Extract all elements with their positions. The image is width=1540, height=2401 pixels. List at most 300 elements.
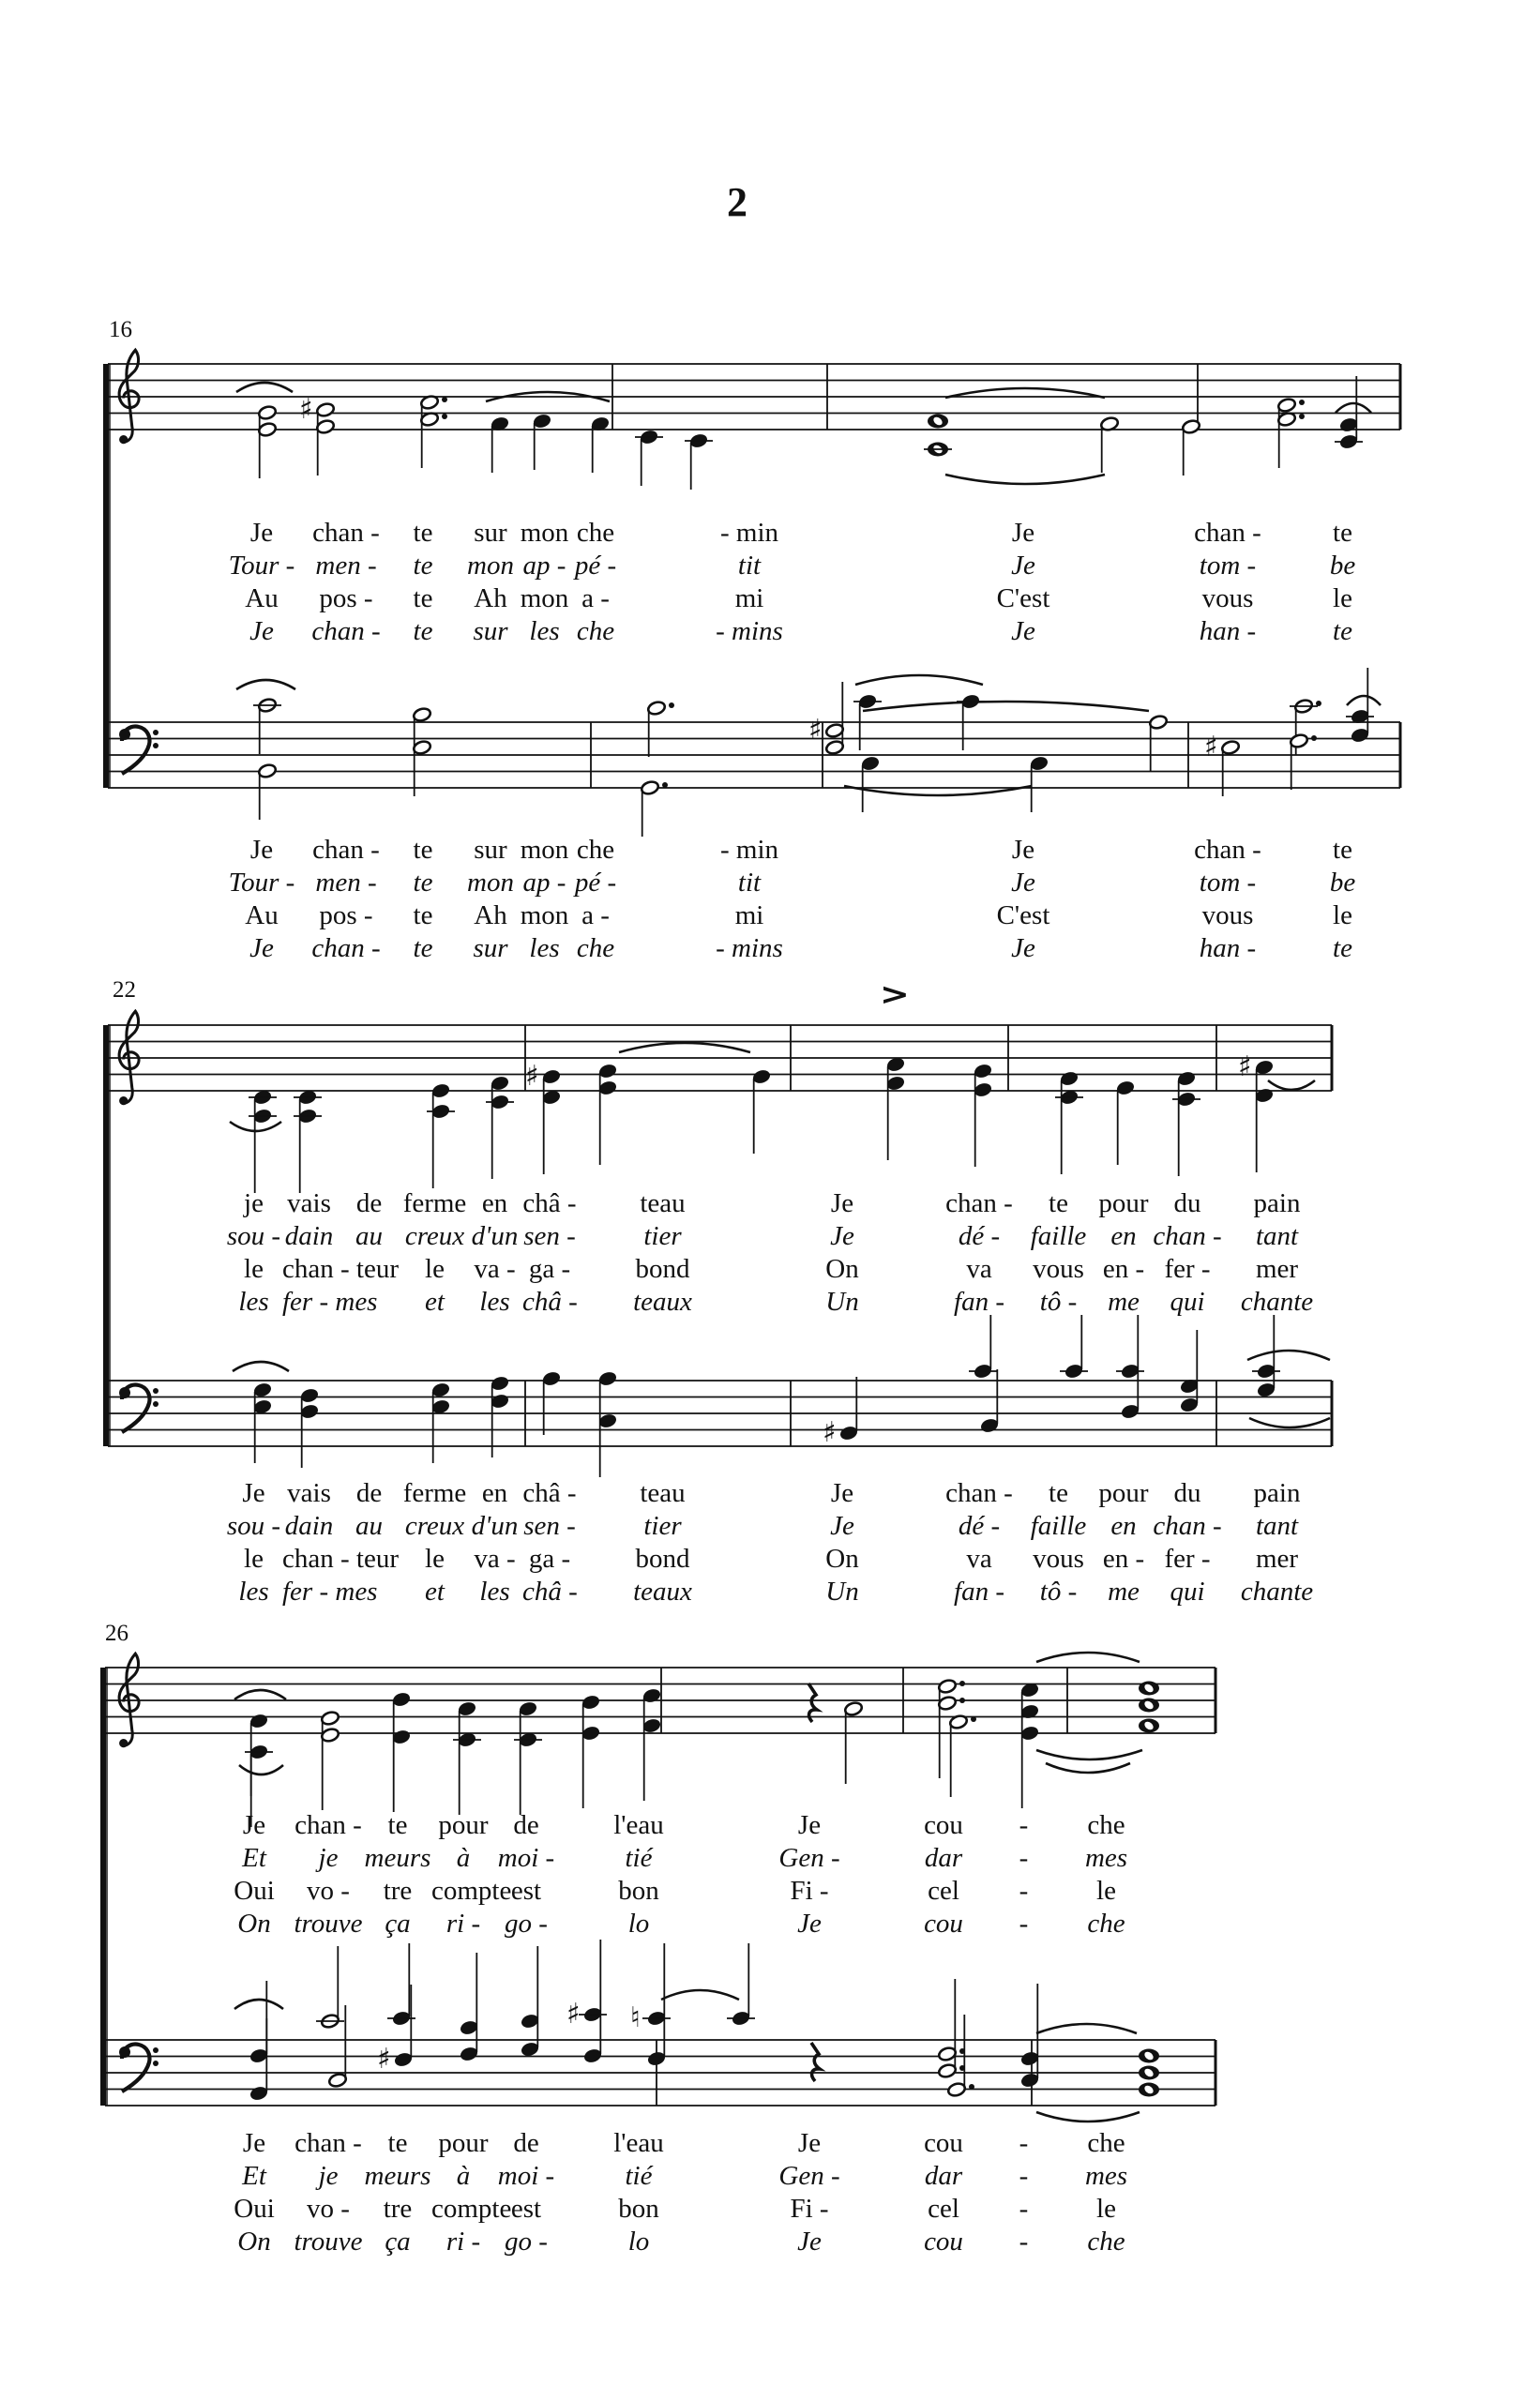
lyric-syllable: Tour - [228,551,295,581]
lyric-line [216,1809,1154,1842]
lyric-syllable: sou - [226,1511,281,1541]
lyric-syllable: les [529,933,560,963]
lyric-syllable: te [1049,1188,1068,1218]
lyric-syllable: ça [385,2227,411,2257]
lyric-syllable: Je [830,1188,854,1218]
lyric-syllable: chan - teur [282,1544,399,1574]
lyric-syllable: le [244,1254,264,1284]
lyric-line [216,867,1399,899]
lyric-line [216,582,1399,615]
lyric-syllable: mer [1255,1544,1299,1574]
lyric-syllable: châ - [522,1188,577,1218]
lyric-syllable: compte [431,2194,512,2224]
lyric-syllable: meurs [364,2161,431,2191]
lyric-syllable: vous [1201,583,1254,613]
lyric-line [216,550,1399,582]
lyric-syllable: moi - [497,2161,555,2191]
lyric-syllable: Un [825,1577,859,1607]
lyric-syllable: en [481,1478,508,1508]
lyric-syllable: cel [928,2194,959,2224]
lyric-syllable: vous [1201,900,1254,930]
lyric-line [216,517,1399,550]
lyric-syllable: vous [1033,1254,1084,1284]
lyric-syllable: faille [1030,1511,1087,1541]
lyric-line [216,1842,1154,1875]
lyric-syllable: tô - [1039,1287,1078,1317]
lyric-syllable: - min [719,835,779,865]
lyric-syllable: dé - [958,1511,1001,1541]
lyric-syllable: a - [581,900,610,930]
lyric-syllable: sur [473,933,508,963]
accent-mark: > [880,976,910,1012]
lyric-line [225,1543,1332,1576]
lyric-syllable: Je [249,616,274,646]
lyric-syllable: Je [1011,933,1035,963]
lyric-syllable: chan - [311,933,381,963]
lyric-syllable: cou [924,1810,963,1840]
lyric-syllable: en [1110,1511,1137,1541]
measure-number-22: 22 [113,977,136,1003]
lyric-syllable: ap - [522,551,566,581]
lyric-syllable: qui [1170,1287,1205,1317]
lyric-syllable: va - [474,1254,516,1284]
lyric-syllable: chan - [311,616,381,646]
lyric-syllable: lo [627,2227,650,2257]
lyric-syllable: C'est [996,900,1050,930]
lyric-syllable: Je [797,1909,822,1939]
lyric-syllable: et [425,1577,445,1607]
lyric-line [225,1286,1332,1319]
lyric-syllable: ça [385,1909,411,1939]
svg-text:♯: ♯ [299,393,313,426]
svg-text:♮: ♮ [630,2001,641,2034]
lyric-syllable: pour [438,1810,489,1840]
lyrics-system1-treble [216,517,1399,648]
lyric-syllable: te [1333,933,1352,963]
lyric-syllable: Je [1011,518,1035,548]
lyric-syllable: mes [1084,1843,1128,1873]
lyric-syllable: d'un [471,1511,519,1541]
lyric-syllable: en - [1102,1544,1145,1574]
lyric-syllable: de [355,1478,383,1508]
lyric-syllable: Ah [474,900,507,930]
lyric-line [216,899,1399,932]
page-number: 2 [727,179,748,225]
lyric-syllable: tit [737,551,762,581]
lyric-syllable: te [1049,1478,1068,1508]
lyric-line [216,1908,1154,1940]
lyric-syllable: chan - [294,2128,362,2158]
lyric-syllable: fer - [1164,1544,1211,1574]
lyric-syllable: Je [830,1478,854,1508]
lyric-syllable: chan - [1194,835,1261,865]
lyric-syllable: vais [287,1478,331,1508]
svg-text:♯: ♯ [1238,1050,1252,1083]
lyric-syllable: bond [635,1544,690,1574]
lyric-syllable: mon [520,518,569,548]
lyric-syllable: ga - [528,1544,571,1574]
lyric-syllable: men - [315,551,377,581]
lyric-syllable: l'eau [613,1810,664,1840]
lyric-syllable: - mins [716,933,783,963]
lyric-syllable: - [1019,1843,1029,1873]
lyric-syllable: teau [640,1188,686,1218]
lyric-syllable: pour [1098,1478,1149,1508]
lyric-syllable: sou - [226,1221,281,1251]
lyric-syllable: che [1087,1810,1125,1840]
lyric-syllable: faille [1030,1221,1087,1251]
lyric-line [225,1220,1332,1253]
lyric-syllable: le [425,1254,445,1284]
lyric-syllable: je [318,1843,339,1873]
lyric-syllable: châ - [522,1478,577,1508]
lyric-line [216,1875,1154,1908]
lyric-syllable: chante [1240,1287,1314,1317]
lyric-line [216,834,1399,867]
lyric-syllable: Un [825,1287,859,1317]
lyric-syllable: le [1333,583,1352,613]
lyric-syllable: vais [287,1188,331,1218]
lyric-syllable: tit [737,868,762,898]
lyric-line [225,1253,1332,1286]
lyric-syllable: be [1329,868,1356,898]
lyric-syllable: les [529,616,560,646]
lyric-syllable: Au [245,900,279,930]
lyric-syllable: teaux [633,1577,692,1607]
svg-text:♯: ♯ [823,1416,837,1449]
lyric-syllable: te [1333,835,1352,865]
lyric-line [216,2160,1154,2193]
lyric-syllable: dain [284,1511,334,1541]
lyrics-system3-treble [216,1809,1154,1940]
lyric-syllable: le [244,1544,264,1574]
lyric-syllable: Je [1011,551,1035,581]
lyric-line [216,2127,1154,2160]
lyric-syllable: te [413,868,433,898]
lyric-syllable: vo - [307,2194,350,2224]
lyric-syllable: d'un [471,1221,519,1251]
lyric-syllable: le [1096,1876,1116,1906]
lyric-syllable: mi [734,583,764,613]
lyric-syllable: te [413,933,433,963]
lyric-syllable: che [1087,2227,1125,2257]
lyric-syllable: bon [618,1876,659,1906]
lyric-syllable: tié [625,1843,653,1873]
lyric-syllable: Je [249,518,274,548]
lyric-syllable: moi - [497,1843,555,1873]
lyric-syllable: du [1173,1188,1201,1218]
lyric-syllable: les [238,1577,269,1607]
lyric-syllable: vo - [307,1876,350,1906]
lyric-syllable: et [425,1287,445,1317]
lyric-syllable: va - [474,1544,516,1574]
lyric-syllable: sur [474,518,507,548]
lyric-syllable: bond [635,1254,690,1284]
lyric-syllable: les [238,1287,269,1317]
lyric-syllable: pour [1098,1188,1149,1218]
lyric-syllable: chan - [1153,1221,1222,1251]
lyric-syllable: sen - [523,1221,576,1251]
lyric-syllable: tié [625,2161,653,2191]
lyric-syllable: mes [1084,2161,1128,2191]
lyric-syllable: che [576,933,615,963]
svg-text:♯: ♯ [808,714,823,747]
lyric-syllable: je [318,2161,339,2191]
lyric-syllable: pour [438,2128,489,2158]
lyric-syllable: dar [924,2161,963,2191]
lyric-syllable: en - [1102,1254,1145,1284]
lyric-syllable: Gen - [778,1843,840,1873]
lyric-syllable: Je [797,2227,822,2257]
measure-number-16: 16 [109,317,132,342]
lyric-syllable: Je [242,1810,266,1840]
lyric-syllable: - [1019,1810,1029,1840]
lyric-syllable: me [1108,1577,1140,1607]
lyric-syllable: te [413,616,433,646]
lyric-syllable: pé - [574,551,617,581]
lyric-syllable: dain [284,1221,334,1251]
lyric-syllable: au [355,1221,383,1251]
lyric-syllable: che [576,518,615,548]
lyric-syllable: tier [643,1221,682,1251]
lyric-syllable: mi [734,900,764,930]
lyric-syllable: sen - [523,1511,576,1541]
lyric-syllable: fer - [1164,1254,1211,1284]
lyric-syllable: tant [1255,1511,1299,1541]
lyric-syllable: sur [474,835,507,865]
lyric-syllable: che [576,835,615,865]
lyric-syllable: Ah [474,583,507,613]
lyric-syllable: en [481,1188,508,1218]
lyric-syllable: Je [1011,616,1035,646]
lyric-syllable: ferme [402,1478,467,1508]
lyric-syllable: chan - [294,1810,362,1840]
lyric-syllable: mer [1255,1254,1299,1284]
lyric-syllable: ga - [528,1254,571,1284]
lyric-syllable: Tour - [228,868,295,898]
lyric-syllable: dé - [958,1221,1001,1251]
lyric-syllable: de [513,1810,539,1840]
lyric-line [216,2193,1154,2226]
lyric-syllable: pé - [574,868,617,898]
lyric-syllable: châ - [522,1577,578,1607]
lyric-syllable: Je [1011,868,1035,898]
lyric-syllable: Au [245,583,279,613]
lyric-syllable: a - [581,583,610,613]
lyric-syllable: tre [383,2194,413,2224]
lyric-syllable: go - [505,1909,548,1939]
lyric-syllable: ri - [445,2227,481,2257]
lyric-syllable: le [425,1544,445,1574]
lyric-syllable: fer - mes [282,1577,378,1607]
lyric-syllable: bon [618,2194,659,2224]
lyric-syllable: creux [404,1221,465,1251]
lyric-syllable: à [456,1843,471,1873]
lyric-syllable: chan - [945,1478,1013,1508]
svg-text:♯: ♯ [377,2043,391,2076]
lyric-line [216,2226,1154,2258]
svg-text:♯: ♯ [566,1998,581,2031]
lyric-syllable: en [1110,1221,1137,1251]
lyric-syllable: teau [640,1478,686,1508]
lyric-syllable: trouve [294,2227,363,2257]
lyric-syllable: chan - [312,518,380,548]
lyric-syllable: go - [505,2227,548,2257]
lyrics-system3-bass [216,2127,1154,2258]
lyric-syllable: je [244,1188,264,1218]
lyric-syllable: Je [242,1478,265,1508]
lyric-syllable: ferme [402,1188,467,1218]
lyrics-system1-bass [216,834,1399,965]
lyric-syllable: cou [924,2128,963,2158]
lyric-line [225,1576,1332,1608]
lyric-syllable: chan - [1194,518,1261,548]
lyric-syllable: Et [242,1843,266,1873]
lyric-syllable: mon [520,583,569,613]
lyric-syllable: l'eau [613,2128,664,2158]
lyric-syllable: Oui [234,1876,275,1906]
lyric-syllable: teaux [633,1287,692,1317]
lyric-syllable: est [510,2194,542,2224]
lyric-syllable: pos - [319,583,373,613]
lyric-syllable: va [966,1544,992,1574]
lyric-syllable: chan - [312,835,380,865]
lyric-syllable: sur [473,616,508,646]
lyric-syllable: On [825,1254,859,1284]
lyric-syllable: tier [643,1511,682,1541]
lyric-syllable: Je [1011,835,1035,865]
lyric-syllable: tom - [1199,868,1257,898]
lyric-syllable: mon [467,551,514,581]
lyric-syllable: Je [797,2128,822,2158]
lyric-syllable: creux [404,1511,465,1541]
lyric-syllable: On [237,2227,271,2257]
lyric-syllable: te [387,1810,408,1840]
lyric-syllable: trouve [294,1909,363,1939]
lyric-syllable: tant [1255,1221,1299,1251]
lyric-syllable: vous [1033,1544,1084,1574]
lyric-syllable: cou [924,2227,963,2257]
lyric-syllable: cel [928,1876,959,1906]
lyric-syllable: - [1019,1876,1029,1906]
lyric-syllable: Fi - [790,1876,829,1906]
lyric-syllable: On [825,1544,859,1574]
lyric-syllable: te [413,835,433,865]
lyric-syllable: te [413,583,433,613]
lyric-syllable: chan - teur [282,1254,399,1284]
lyric-line [225,1187,1332,1220]
lyric-syllable: ap - [522,868,566,898]
lyric-syllable: Et [242,2161,266,2191]
lyric-syllable: pain [1253,1478,1301,1508]
lyric-syllable: le [1096,2194,1116,2224]
lyric-syllable: che [1087,2128,1125,2158]
lyric-line [225,1510,1332,1543]
lyric-syllable: chan - [945,1188,1013,1218]
lyric-syllable: mon [520,835,569,865]
lyric-syllable: Oui [234,2194,275,2224]
lyric-syllable: chante [1240,1577,1314,1607]
lyric-syllable: tô - [1039,1577,1078,1607]
lyric-syllable: mon [467,868,514,898]
lyric-syllable: Je [242,2128,266,2158]
lyric-syllable: Je [249,933,274,963]
lyric-syllable: - [1019,1909,1029,1939]
lyric-syllable: mon [520,900,569,930]
lyric-syllable: chan - [1153,1511,1222,1541]
lyric-syllable: Je [797,1810,822,1840]
lyrics-system2-bass [225,1477,1332,1608]
svg-text:♯: ♯ [1204,731,1218,763]
lyric-syllable: me [1108,1287,1140,1317]
lyric-line [216,932,1399,965]
lyric-syllable: te [413,518,433,548]
lyric-syllable: - mins [716,616,783,646]
lyric-syllable: fan - [954,1287,1004,1317]
lyric-syllable: de [513,2128,539,2158]
lyric-syllable: te [413,900,433,930]
lyric-line [216,615,1399,648]
lyric-syllable: lo [627,1909,650,1939]
svg-text:♯: ♯ [525,1060,539,1093]
lyric-syllable: - [1019,2128,1029,2158]
lyric-syllable: pain [1253,1188,1301,1218]
lyric-syllable: men - [315,868,377,898]
lyric-syllable: te [413,551,433,581]
lyric-syllable: Je [830,1511,854,1541]
lyric-syllable: les [479,1577,510,1607]
lyric-syllable: pos - [319,900,373,930]
lyric-syllable: - [1019,2227,1029,2257]
lyric-syllable: - [1019,2194,1029,2224]
lyric-syllable: C'est [996,583,1050,613]
lyric-syllable: te [387,2128,408,2158]
lyric-syllable: ri - [445,1909,481,1939]
lyric-syllable: le [1333,900,1352,930]
lyric-syllable: va [966,1254,992,1284]
lyric-syllable: te [1333,616,1352,646]
lyric-syllable: te [1333,518,1352,548]
lyric-syllable: cou [924,1909,963,1939]
lyric-syllable: - [1019,2161,1029,2191]
lyric-syllable: Fi - [790,2194,829,2224]
lyric-syllable: Je [830,1221,854,1251]
lyric-syllable: Je [249,835,274,865]
lyric-syllable: du [1173,1478,1201,1508]
lyric-syllable: - min [719,518,779,548]
lyric-syllable: compte [431,1876,512,1906]
lyrics-system2-treble [225,1187,1332,1319]
lyric-syllable: be [1329,551,1356,581]
lyric-syllable: de [355,1188,383,1218]
lyric-syllable: che [1087,1909,1125,1939]
measure-number-26: 26 [105,1621,128,1646]
lyric-syllable: au [355,1511,383,1541]
lyric-syllable: fer - mes [282,1287,378,1317]
lyric-syllable: dar [924,1843,963,1873]
lyric-syllable: tom - [1199,551,1257,581]
lyric-syllable: fan - [954,1577,1004,1607]
lyric-line [225,1477,1332,1510]
lyric-syllable: che [576,616,615,646]
lyric-syllable: à [456,2161,471,2191]
lyric-syllable: châ - [522,1287,578,1317]
lyric-syllable: On [237,1909,271,1939]
lyric-syllable: qui [1170,1577,1205,1607]
lyric-syllable: Gen - [778,2161,840,2191]
lyric-syllable: est [510,1876,542,1906]
lyric-syllable: tre [383,1876,413,1906]
